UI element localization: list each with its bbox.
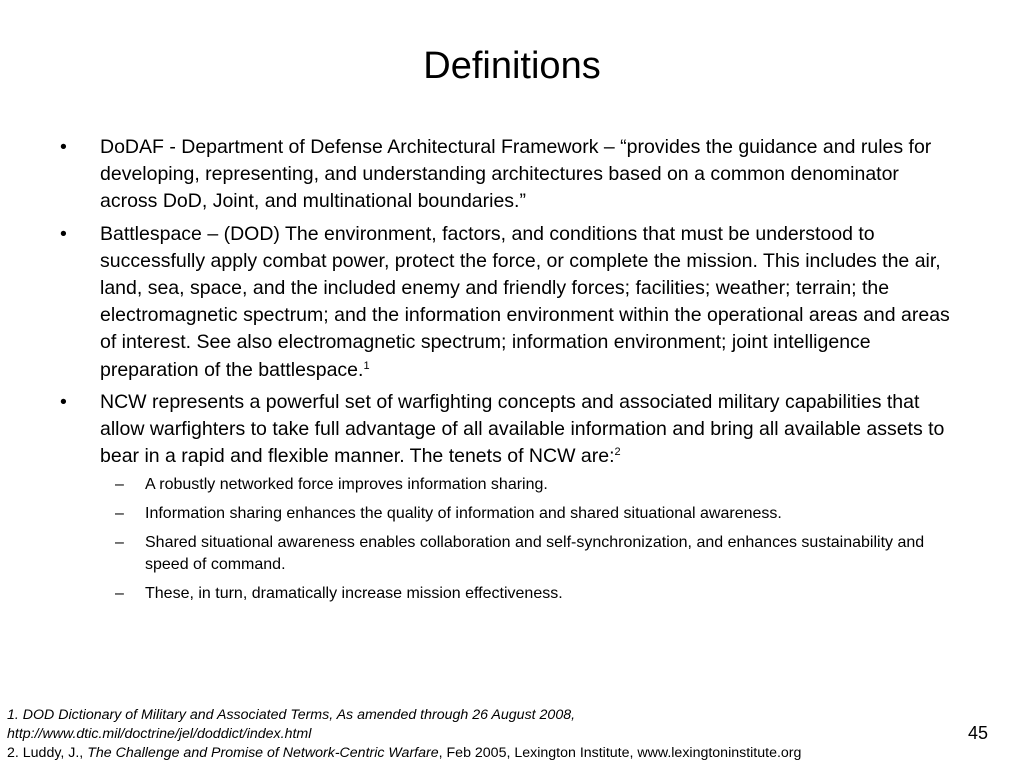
- bullet-marker: •: [60, 390, 67, 413]
- sub-list-item: [100, 503, 960, 525]
- slide-title: Definitions: [423, 45, 601, 87]
- bullet-text: NCW represents a powerful set of warfighting concepts and associated military capabilities that allow warfighters to take full advantage of all available information and bring all available assets to bear in a rapid and flexible manner. The tenets of NCW are:: [100, 390, 945, 468]
- sub-item-text: Information sharing enhances the quality of information and shared situational awareness.: [145, 505, 782, 523]
- dash-marker: –: [115, 585, 124, 603]
- footnote-ref: 1: [363, 359, 370, 372]
- footnote-ref: 2: [614, 446, 621, 459]
- footnotes: [7, 706, 1017, 763]
- sub-list-item: [100, 474, 960, 496]
- sub-list-item: [100, 583, 960, 605]
- bullet-marker: •: [60, 222, 67, 245]
- footnote-2-title: The Challenge and Promise of Network-Centric Warfare: [87, 745, 439, 761]
- sub-list-item: [100, 532, 960, 576]
- dash-marker: –: [115, 505, 124, 523]
- bullet-text: DoDAF - Department of Defense Architectural Framework – “provides the guidance and rules for developing, representing, and understanding architectures based on a common denominator across DoD, Joint, and multinational boundaries.”: [100, 136, 932, 213]
- sub-item-text: A robustly networked force improves information sharing.: [145, 476, 548, 494]
- footnote-1-line-1: 1. DOD Dictionary of Military and Associated Terms, As amended through 26 August 2008,: [7, 707, 576, 723]
- page-number: 45: [968, 723, 989, 743]
- footnote-1-link[interactable]: http://www.dtic.mil/doctrine/jel/doddict/index.html: [7, 726, 312, 742]
- footnote-2: [7, 744, 1017, 763]
- footnote-2-source: , Feb 2005, Lexington Institute, www.lexingtoninstitute.org: [438, 745, 802, 761]
- ncw-tenets-list: [100, 474, 960, 605]
- bullet-marker: •: [60, 136, 67, 158]
- bullet-list: [60, 134, 960, 612]
- dash-marker: –: [115, 534, 124, 552]
- dash-marker: –: [115, 476, 124, 494]
- bullet-item-battlespace: [60, 221, 960, 384]
- bullet-item-dodaf: [60, 134, 960, 216]
- bullet-text: Battlespace – (DOD) The environment, factors, and conditions that must be understood to successfully apply combat power, protect the force, or complete the mission. This includes the air, land, sea, space, and the included enemy and friendly forces; facilities; weather; terrain; the electromagnetic spectrum; and the information environment within the operational areas and areas of interest. See also electromagnetic spectrum; information environment; joint intelligence preparation of the battlespace.: [100, 222, 950, 381]
- sub-item-text: These, in turn, dramatically increase mission effectiveness.: [145, 585, 563, 603]
- footnote-2-author: 2. Luddy, J.,: [7, 745, 84, 761]
- bullet-item-ncw: [60, 389, 960, 606]
- sub-item-text: Shared situational awareness enables collaboration and self-synchronization, and enhances sustainability and speed of command.: [145, 534, 925, 574]
